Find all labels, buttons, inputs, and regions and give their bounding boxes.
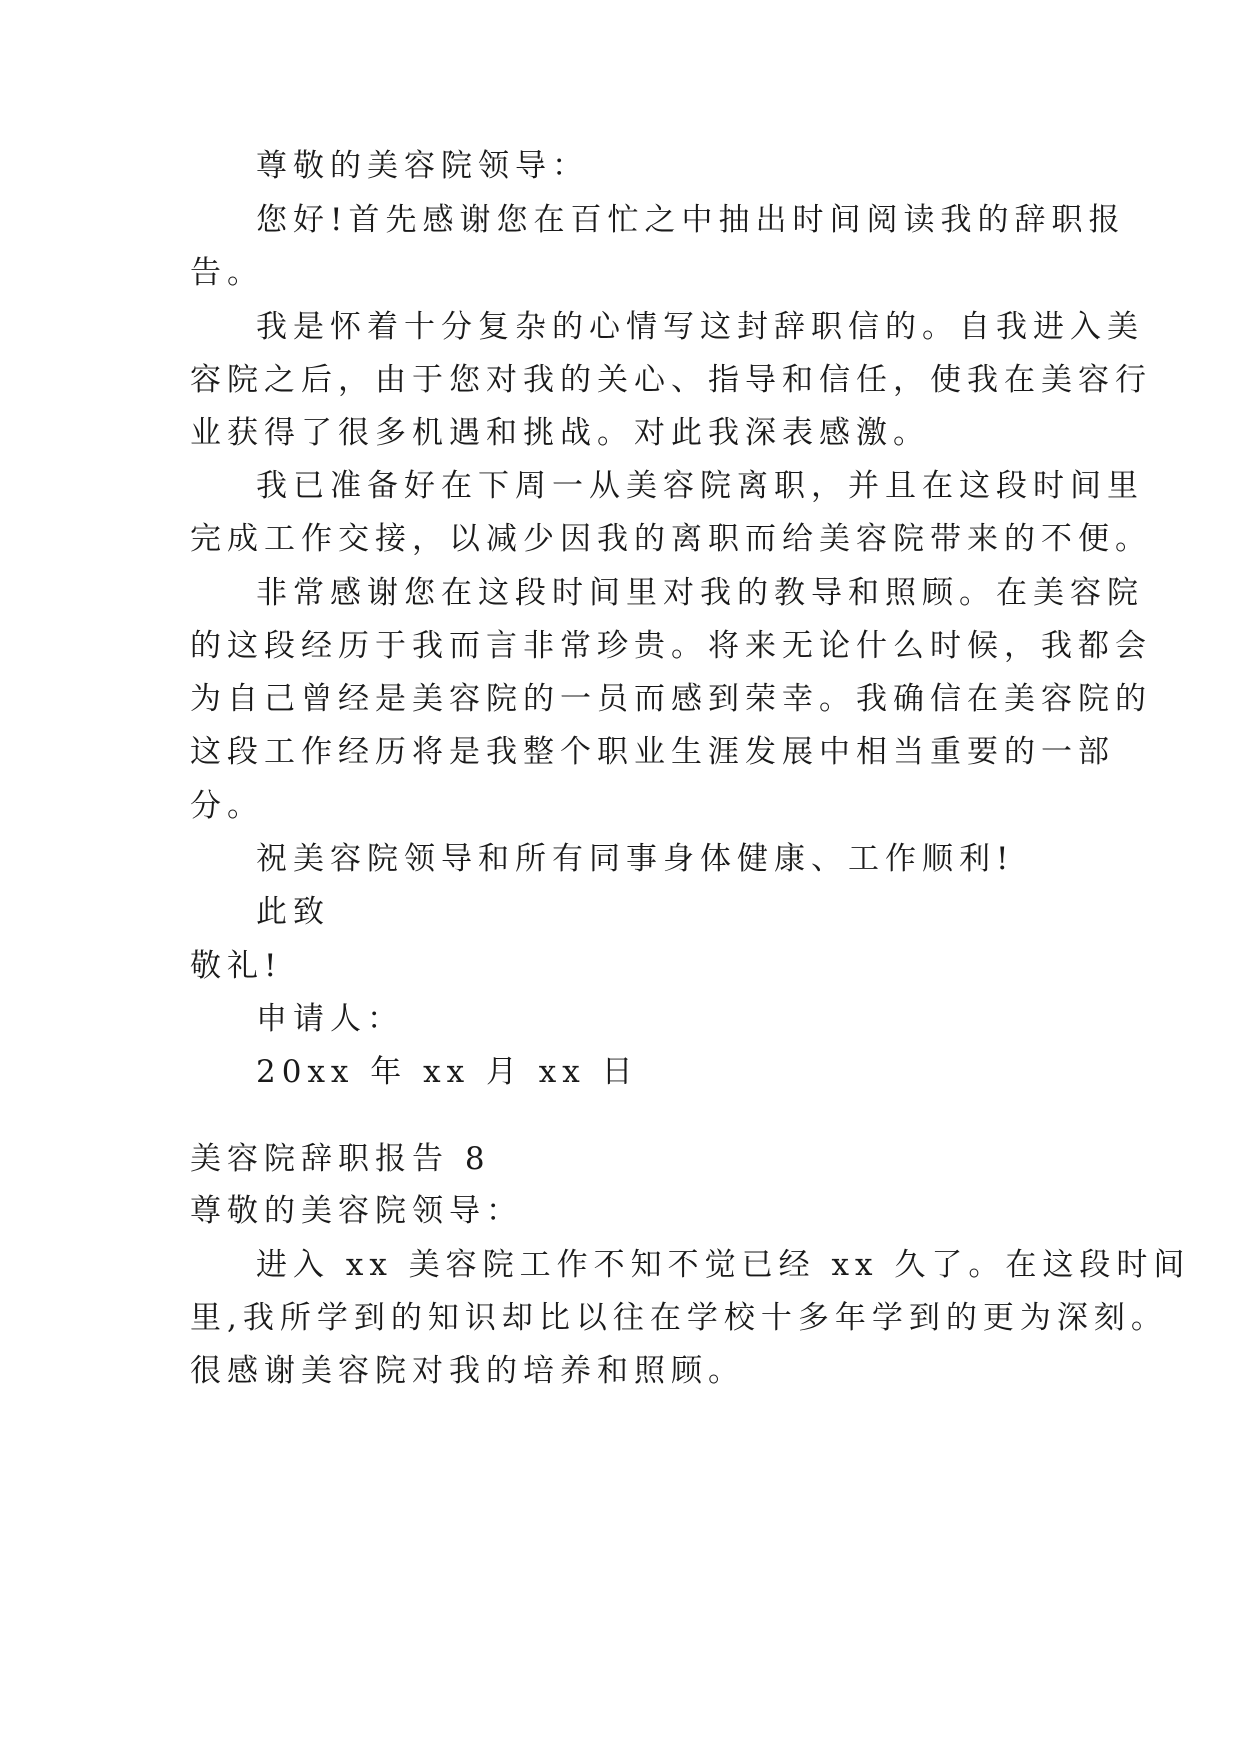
paragraph-line: 我已准备好在下周一从美容院离职，并且在这段时间里 <box>256 468 1144 504</box>
closing-line: 敬礼! <box>190 948 283 984</box>
paragraph-line: 为自己曾经是美容院的一员而感到荣幸。我确信在美容院的 <box>190 681 1152 717</box>
paragraph-line: 业获得了很多机遇和挑战。对此我深表感激。 <box>190 415 930 451</box>
paragraph-line: 完成工作交接，以减少因我的离职而给美容院带来的不便。 <box>190 521 1152 557</box>
paragraph-line: 我是怀着十分复杂的心情写这封辞职信的。自我进入美 <box>256 309 1144 345</box>
paragraph-line: 容院之后，由于您对我的关心、指导和信任，使我在美容行 <box>190 362 1152 398</box>
paragraph-line: 非常感谢您在这段时间里对我的教导和照顾。在美容院 <box>256 575 1144 611</box>
salutation: 尊敬的美容院领导： <box>256 148 589 184</box>
paragraph-line: 里,我所学到的知识却比以往在学校十多年学到的更为深刻。 <box>190 1300 1168 1336</box>
paragraph-line: 进入 xx 美容院工作不知不觉已经 xx 久了。在这段时间 <box>256 1247 1191 1283</box>
applicant-label: 申请人： <box>256 1001 404 1037</box>
paragraph-line: 很感谢美容院对我的培养和照顾。 <box>190 1353 745 1389</box>
paragraph-line: 这段工作经历将是我整个职业生涯发展中相当重要的一部 <box>190 734 1115 770</box>
paragraph-line: 告。 <box>190 255 264 291</box>
paragraph-line: 您好!首先感谢您在百忙之中抽出时间阅读我的辞职报 <box>256 202 1126 238</box>
date-line: 20xx 年 xx 月 xx 日 <box>256 1054 639 1090</box>
section-title: 美容院辞职报告 8 <box>190 1141 491 1177</box>
salutation: 尊敬的美容院领导： <box>190 1193 523 1229</box>
paragraph-line: 分。 <box>190 788 264 824</box>
wishes: 祝美容院领导和所有同事身体健康、工作顺利! <box>256 841 1015 877</box>
paragraph-line: 的这段经历于我而言非常珍贵。将来无论什么时候，我都会 <box>190 628 1152 664</box>
closing-line: 此致 <box>256 894 330 930</box>
